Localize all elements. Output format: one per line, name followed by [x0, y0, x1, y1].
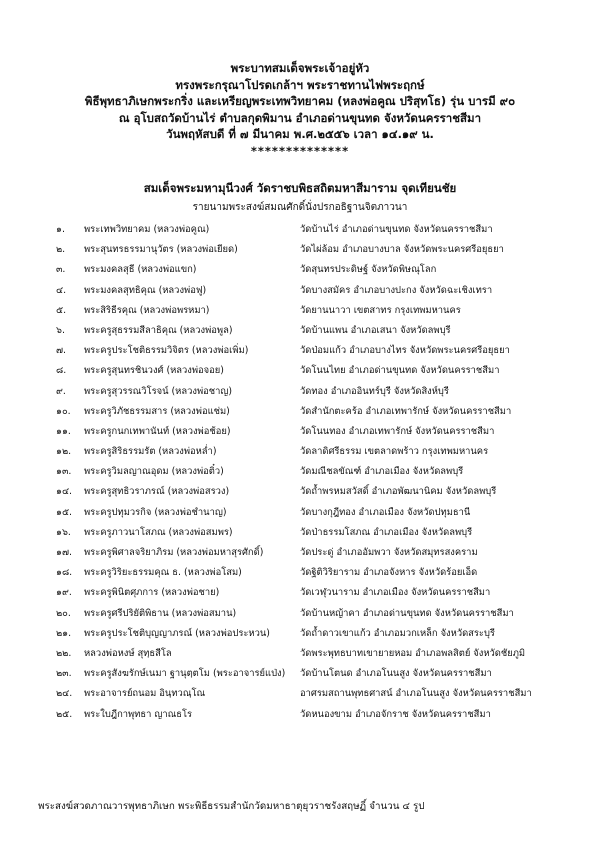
monk-name: พระครูศรีปริยัติพิธาน (หลวงพ่อสมาน) — [84, 607, 237, 619]
monk-name: พระครูสุธรรมสีลาธิคุณ (หลวงพ่อพูล) — [84, 324, 233, 336]
monk-list-item — [0, 644, 600, 664]
monk-number: ๑๖. — [56, 526, 71, 538]
monk-list-item — [0, 543, 600, 563]
monk-number: ๗. — [56, 345, 67, 357]
monk-list-item — [0, 664, 600, 684]
monk-temple: วัดประดู่ อำเภออัมพวา จังหวัดสมุทรสงคราม — [300, 547, 478, 558]
monk-number: ๑๔. — [56, 486, 73, 498]
header — [0, 60, 600, 159]
monk-list-item — [0, 503, 600, 523]
monk-name: พระมงคลสุทธิคุณ (หลวงพ่อฟู) — [84, 284, 207, 296]
monk-list-item — [0, 583, 600, 603]
monk-name: พระใบฎีกาพุทธา ญาณธโร — [84, 708, 193, 720]
monk-list-item — [0, 624, 600, 644]
monk-number: ๒๑. — [56, 627, 72, 639]
monk-number: ๑๗. — [56, 547, 72, 558]
monk-name: พระครูวิมลญาณอุดม (หลวงพ่อติ๋ว) — [84, 466, 224, 478]
monk-name: พระครูปทุมวรกิจ (หลวงพ่อชำนาญ) — [84, 506, 227, 518]
monk-temple: วัดพระพุทธบาทเขายายหอม อำเภอพลสิตย์ จังหวัดชัยภูมิ — [300, 647, 526, 659]
monk-number: ๓. — [56, 264, 66, 276]
monk-temple: วัดบ้านหญ้าคา อำเภอด่านขุนทด จังหวัดนครราชสีมา — [300, 607, 514, 619]
monk-name: หลวงพ่อหงษ์ สุทฺธสีโล — [84, 647, 172, 659]
monk-name: พระครูพิศาลจริยาภิรม (หลวงพ่อมหาสุรศักดิ์) — [84, 547, 264, 558]
monk-list-item — [0, 281, 600, 301]
monk-number: ๖. — [56, 324, 65, 336]
monk-number: ๑๘. — [56, 567, 73, 579]
monk-temple: วัดมณีชลขัณฑ์ อำเภอเมือง จังหวัดลพบุรี — [300, 466, 464, 478]
monk-temple: วัดยานนาวา เขตสาทร กรุงเทพมหานคร — [300, 304, 461, 316]
monk-list-item — [0, 260, 600, 280]
monk-temple: วัดบางสมัคร อำเภอบางปะกง จังหวัดฉะเชิงเทรา — [300, 284, 493, 296]
monk-list-item — [0, 402, 600, 422]
monk-list-item — [0, 462, 600, 482]
header-line-date: วันพฤหัสบดี ที่ ๗ มีนาคม พ.ศ.๒๕๕๖ เวลา ๑๔.๑๙ น. — [166, 127, 434, 141]
monk-temple: อาศรมสถานพุทธศาสน์ อำเภอโนนสูง จังหวัดนครราชสีมา — [300, 688, 532, 700]
monk-name: พระครูประโชติบุญญาภรณ์ (หลวงพ่อประหวน) — [84, 627, 270, 639]
monk-number: ๕. — [56, 304, 67, 316]
monk-temple: วัดบ้านไร่ อำเภอด่านขุนทด จังหวัดนครราชสีมา — [300, 224, 493, 235]
monk-list-item — [0, 361, 600, 381]
monk-list-item — [0, 240, 600, 260]
monk-number: ๒๔. — [56, 688, 73, 700]
monk-number: ๒๓. — [56, 668, 72, 680]
monk-name: พระครูสิริธรรมรัต (หลวงพ่อหล่ำ) — [84, 446, 217, 458]
monk-temple: วัดป่อมแก้ว อำเภอบางไทร จังหวัดพระนครศรีอยุธยา — [300, 345, 510, 357]
monk-name: พระเทพวิทยาคม (หลวงพ่อคูณ) — [84, 224, 210, 235]
monk-list-heading: รายนามพระสงฆ์สมณศักดิ์นั่งปรกอธิฐานจิตภาวนา — [192, 202, 408, 213]
monk-temple: วัดสำนักตะคร้อ อำเภอเทพารักษ์ จังหวัดนครราชสีมา — [300, 405, 512, 417]
monk-temple: วัดโนนไทย อำเภอด่านขุนทด จังหวัดนครราชสีมา — [300, 365, 500, 377]
monk-name: พระครูวิภัชธรรมสาร (หลวงพ่อแช่ม) — [84, 405, 230, 417]
monk-number: ๒. — [56, 244, 66, 256]
monk-number: ๑๙. — [56, 587, 72, 599]
monk-list-item — [0, 442, 600, 462]
monk-number: ๑๑. — [56, 425, 71, 437]
monk-name: พระสุนทรธรรมานุวัตร (หลวงพ่อเยียด) — [84, 244, 238, 256]
monk-temple: วัดบ้านโตนด อำเภอโนนสูง จังหวัดนครราชสีมา — [300, 668, 492, 680]
monk-list — [0, 220, 600, 725]
monk-name: พระครูสุวรรณวิโรจน์ (หลวงพ่อชาญ) — [84, 385, 233, 397]
monk-temple: วัดโนนทอง อำเภอเทพารักษ์ จังหวัดนครราชสีมา — [300, 425, 495, 437]
monk-list-item — [0, 482, 600, 502]
monk-list-item — [0, 321, 600, 341]
monk-temple: วัดสุนทรประดิษฐ์ จังหวัดพิษณุโลก — [300, 264, 437, 276]
monk-temple: วัดไผ่ล้อม อำเภอบางบาล จังหวัดพระนครศรีอยุธยา — [300, 244, 504, 256]
monk-number: ๑๒. — [56, 446, 72, 458]
presiding-monk-line: สมเด็จพระมหามุนีวงศ์ วัดราชบพิธสถิตมหาสีมาราม จุดเทียนชัย — [143, 181, 457, 195]
monk-name: พระครูสังฆรักษ์เนมา ฐานุตฺตโม (พระอาจารย์แป่ง) — [84, 668, 286, 680]
monk-name: พระครูกนกเทพานันท์ (หลวงพ่อช้อย) — [84, 425, 231, 437]
monk-list-item — [0, 382, 600, 402]
monk-number: ๒๐. — [56, 607, 71, 619]
monk-name: พระอาจารย์ถนอม อินฺทวณฺโณ — [84, 688, 206, 700]
monk-list-item — [0, 705, 600, 725]
monk-list-item — [0, 220, 600, 240]
monk-name: พระครูพินิตศุภการ (หลวงพ่อชาย) — [84, 587, 220, 599]
monk-number: ๑๕. — [56, 506, 73, 518]
header-line-royal: พระบาทสมเด็จพระเจ้าอยู่หัว — [230, 61, 370, 75]
monk-number: ๙. — [56, 385, 66, 397]
header-line-royal-grant: ทรงพระกรุณาโปรดเกล้าฯ พระราชทานไฟพระฤกษ์ — [175, 77, 425, 92]
footer-note: พระสงฆ์สวดภาณวารพุทธาภิเษก พระพิธีธรรมสำนักวัดมหาธาตุยุวราชรังสฤษฏิ์ จำนวน ๔ รูป — [38, 801, 425, 812]
monk-list-item — [0, 422, 600, 442]
monk-name: พระมงคลสุธี (หลวงพ่อแขก) — [84, 264, 197, 276]
monk-name: พระสิริธีรคุณ (หลวงพ่อพรหมา) — [84, 304, 210, 316]
header-stars-divider: ************** — [250, 143, 350, 158]
monk-temple: วัดบ้านแพน อำเภอเสนา จังหวัดลพบุรี — [300, 324, 451, 336]
monk-list-item — [0, 523, 600, 543]
monk-number: ๑. — [56, 224, 65, 235]
monk-number: ๑๓. — [56, 466, 72, 478]
monk-temple: วัดหนองขาม อำเภอจักราช จังหวัดนครราชสีมา — [300, 708, 491, 720]
monk-name: พระครูภาวนาโสภณ (หลวงพ่อสมพร) — [84, 526, 233, 538]
monk-number: ๘. — [56, 365, 67, 377]
monk-list-item — [0, 301, 600, 321]
monk-number: ๑๐. — [56, 405, 71, 417]
monk-name: พระครูประโชติธรรมวิจิตร (หลวงพ่อเพิ่ม) — [84, 345, 249, 357]
monk-temple: วัดลาดิศรีธรรม เขตลาดพร้าว กรุงเทพมหานคร — [300, 446, 489, 458]
monk-temple: วัดเวฬุวนาราม อำเภอเมือง จังหวัดนครราชสีมา — [300, 587, 491, 599]
monk-list-item — [0, 341, 600, 361]
monk-name: พระครูวิริยะธรรมคุณ ธ. (หลวงพ่อโสม) — [84, 567, 242, 579]
monk-temple: วัดถ้ำพรหมสวัสดิ์ อำเภอพัฒนานิคม จังหวัดลพบุรี — [300, 486, 497, 498]
monk-number: ๒๒. — [56, 647, 72, 659]
monk-number: ๒๕. — [56, 708, 73, 720]
monk-temple: วัดฐิติวิริยาราม อำเภอจังหาร จังหวัดร้อยเอ็ด — [300, 567, 478, 579]
monk-list-item — [0, 604, 600, 624]
monk-list-item — [0, 563, 600, 583]
monk-temple: วัดถ้ำดาวเขาแก้ว อำเภอมวกเหล็ก จังหวัดสระบุรี — [300, 627, 495, 639]
monk-temple: วัดป่าธรรมโสภณ อำเภอเมือง จังหวัดลพบุรี — [300, 526, 473, 538]
monk-temple: วัดบางกุฎีทอง อำเภอเมือง จังหวัดปทุมธานี — [300, 506, 471, 518]
monk-number: ๔. — [56, 284, 67, 296]
header-line-ceremony: พิธีพุทธาภิเษกพระกริ่ง และเหรียญพระเทพวิทยาคม (หลงพ่อคูณ ปริสุทโธ) รุ่น บารมี ๙๐ — [84, 94, 516, 108]
monk-temple: วัดทอง อำเภออินทร์บุรี จังหวัดสิงห์บุรี — [300, 385, 449, 397]
monk-name: พระครูสุนทรชินวงศ์ (หลวงพ่อจอย) — [84, 365, 224, 377]
monk-list-item — [0, 684, 600, 704]
monk-name: พระครูสุทธิวราภรณ์ (หลวงพ่อสรวง) — [84, 486, 230, 498]
header-line-location: ณ อุโบสถวัดบ้านไร่ ตำบลกุดพิมาน อำเภอด่านขุนทด จังหวัดนครราชสีมา — [118, 110, 482, 125]
